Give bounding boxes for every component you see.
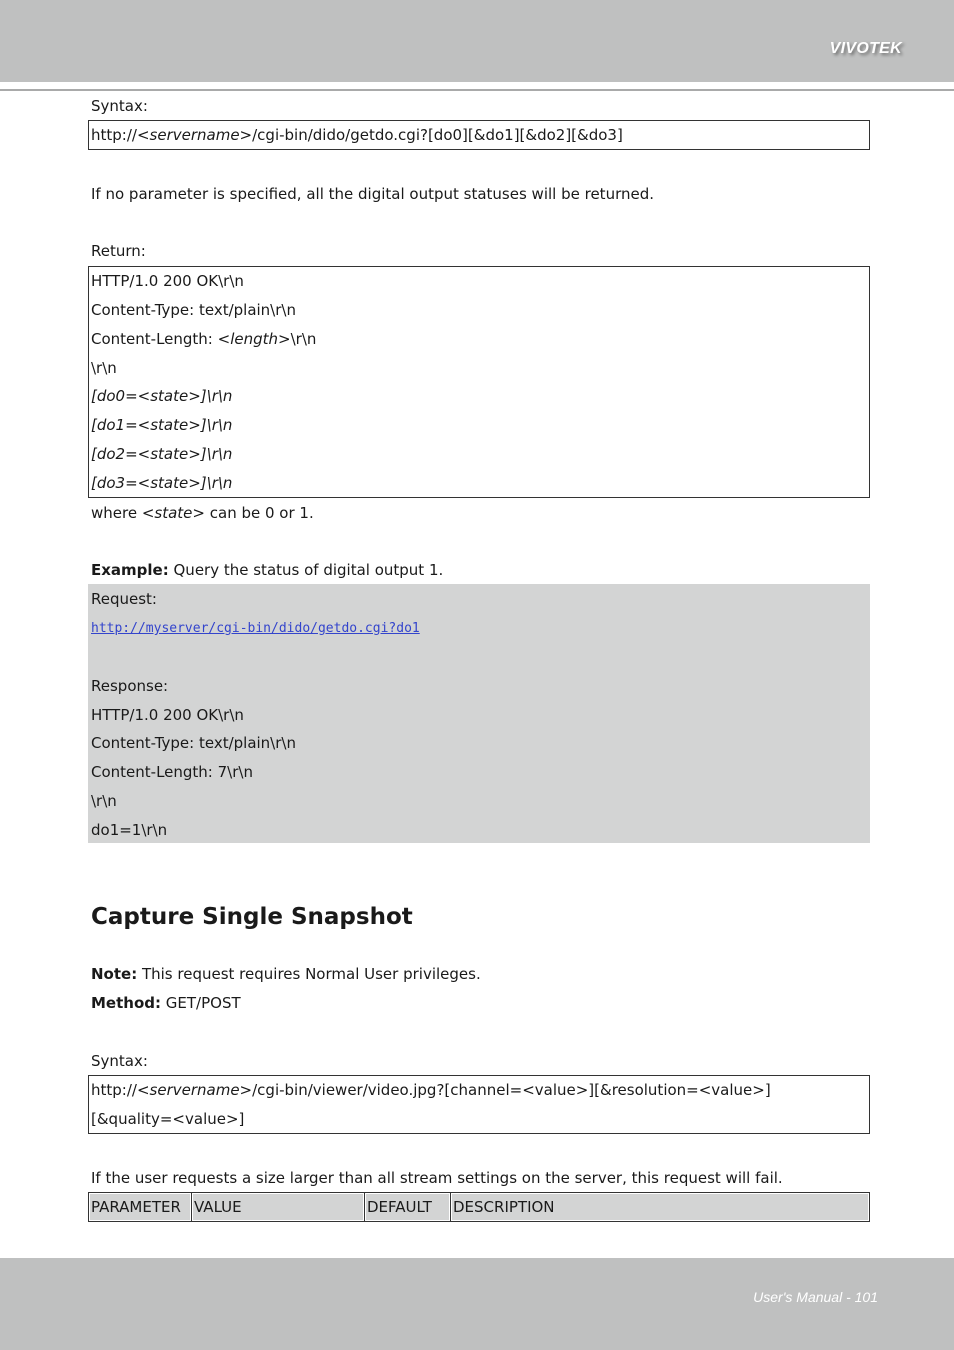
request-url-link[interactable]: http://myserver/cgi-bin/dido/getdo.cgi?do1 [91, 621, 420, 636]
note-label: Note: [91, 965, 138, 983]
request-url-row [91, 617, 420, 639]
return-line-prefix: Content-Length: [91, 330, 218, 348]
return-box [88, 266, 870, 498]
brand-logo: VIVOTEK [829, 40, 902, 57]
syntax-suffix: /cgi-bin/dido/getdo.cgi?[do0][&do1][&do2][&do3] [252, 126, 623, 144]
return-line-italic: [do3=<state>]\r\n [91, 474, 233, 492]
method-label: Method: [91, 994, 161, 1012]
table-header-cell: VALUE [192, 1193, 365, 1222]
syntax-prefix: http:// [91, 1081, 137, 1099]
return-line [91, 415, 232, 435]
response-line: \r\n [91, 792, 117, 810]
state-note-var: <state> [141, 504, 205, 522]
response-line: HTTP/1.0 200 OK\r\n [91, 706, 244, 724]
return-line [91, 473, 232, 493]
no-param-note: If no parameter is specified, all the digital output statuses will be returned. [91, 185, 654, 203]
return-line [91, 329, 316, 349]
table-header-row [89, 1193, 870, 1222]
note-text: This request requires Normal User privileges. [137, 965, 481, 983]
state-note [91, 503, 314, 523]
syntax-box [88, 120, 870, 150]
syntax-var: <servername> [136, 1081, 253, 1099]
state-note-suffix: can be 0 or 1. [204, 504, 314, 522]
return-line-italic: [do2=<state>]\r\n [91, 445, 233, 463]
state-note-prefix: where [91, 504, 142, 522]
table-header-cell: PARAMETER [89, 1193, 192, 1222]
syntax-line [91, 125, 623, 145]
syntax-var: <servername> [136, 126, 253, 144]
fail-note: If the user requests a size larger than all stream settings on the server, this request will fail. [91, 1169, 783, 1187]
syntax-suffix: /cgi-bin/viewer/video.jpg?[channel=<value>][&resolution=<value>] [252, 1081, 771, 1099]
table-header-cell: DEFAULT [365, 1193, 451, 1222]
syntax-prefix: http:// [91, 126, 137, 144]
method-line [91, 993, 241, 1013]
return-label: Return: [91, 242, 146, 260]
syntax-line [91, 1080, 771, 1100]
syntax-label: Syntax: [91, 97, 148, 115]
example-heading [91, 560, 443, 580]
return-line-italic: [do0=<state>]\r\n [91, 387, 233, 405]
response-line: do1=1\r\n [91, 821, 168, 839]
page-number: User's Manual - 101 [753, 1289, 878, 1305]
parameter-table [88, 1192, 870, 1222]
response-line: Content-Length: 7\r\n [91, 763, 253, 781]
return-line-var: <length> [217, 330, 291, 348]
page-footer [0, 1258, 954, 1350]
return-line-italic: [do1=<state>]\r\n [91, 416, 233, 434]
example-text: Query the status of digital output 1. [168, 561, 444, 579]
response-label: Response: [91, 677, 169, 695]
return-line: \r\n [91, 359, 117, 377]
request-label: Request: [91, 590, 157, 608]
return-line [91, 386, 232, 406]
section-title: Capture Single Snapshot [91, 904, 413, 930]
page-header [0, 0, 954, 82]
syntax-label: Syntax: [91, 1052, 148, 1070]
return-line-suffix: \r\n [290, 330, 317, 348]
return-line: HTTP/1.0 200 OK\r\n [91, 272, 244, 290]
example-block [88, 584, 870, 843]
example-label: Example: [91, 561, 169, 579]
return-line: Content-Type: text/plain\r\n [91, 301, 296, 319]
note-line [91, 964, 481, 984]
table-header-cell: DESCRIPTION [451, 1193, 870, 1222]
header-divider [0, 89, 954, 91]
return-line [91, 444, 232, 464]
syntax-line: [&quality=<value>] [91, 1110, 245, 1128]
syntax-box [88, 1075, 870, 1134]
method-text: GET/POST [161, 994, 241, 1012]
response-line: Content-Type: text/plain\r\n [91, 734, 296, 752]
